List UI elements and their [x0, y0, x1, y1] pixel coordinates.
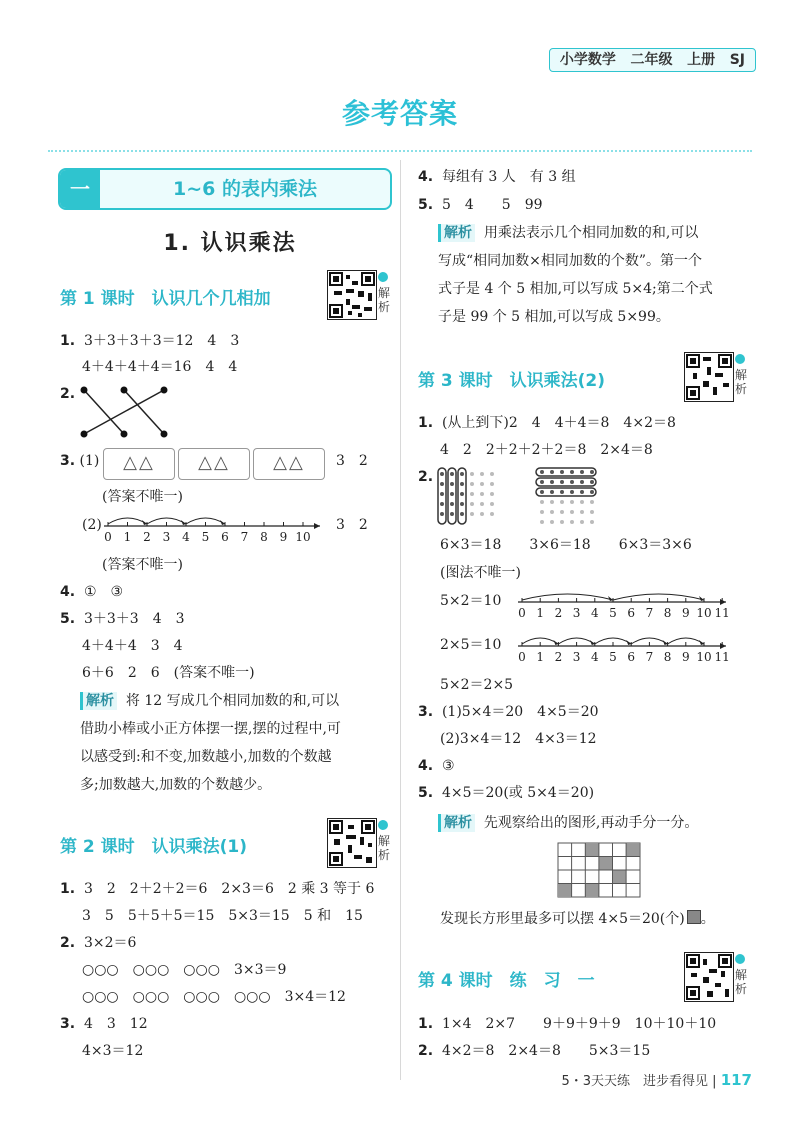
- l1-q3-note2: (答案不唯一): [102, 557, 183, 573]
- l3-q2-note: (图法不唯一): [440, 565, 521, 581]
- l3-q2-e3: 5×2＝2×5: [440, 677, 514, 693]
- l1-q4: 4. ① ③: [60, 584, 124, 600]
- l1-q3-num: 3. (1): [60, 453, 100, 469]
- l4-q1: 1. 1×4 2×7 9＋9＋9＋9 10＋10＋10: [418, 1016, 717, 1032]
- tick-label: 6: [221, 530, 229, 544]
- qr-code-icon[interactable]: [684, 952, 734, 1002]
- l1-q3-p2-ans: 3 2: [336, 517, 368, 533]
- l1-q5-c: 6＋6 2 6 (答案不唯一): [82, 665, 255, 681]
- analysis-tag: 解析: [80, 692, 117, 710]
- triangle-group-3: △△: [253, 448, 325, 480]
- tick-label: 5: [609, 650, 617, 664]
- qr-label: 解 析: [734, 368, 747, 396]
- play-dot-icon: [735, 954, 745, 964]
- tick-label: 0: [104, 530, 112, 544]
- l1-q3-note1: (答案不唯一): [102, 489, 183, 505]
- tick-label: 5: [201, 530, 210, 544]
- title-divider: [48, 150, 752, 152]
- l1-analysis-4: 多;加数越大,加数的个数越少。: [80, 777, 272, 793]
- footer-slogan: 5・3天天练 进步看得见 |: [561, 1074, 717, 1089]
- l2-q1-b: 3 5 5＋5＋5＝15 5×3＝15 5 和 15: [82, 908, 363, 924]
- matching-lines-diagram: [78, 384, 178, 440]
- qr-label: 解 析: [377, 286, 390, 314]
- hop-arc: [522, 594, 613, 600]
- l1-q3-p1-ans: 3 2: [336, 453, 368, 469]
- tick-label: 5: [609, 606, 617, 620]
- tick-label: 7: [240, 530, 249, 544]
- sticks-dot-array: [436, 466, 506, 528]
- tick-label: 10: [295, 530, 311, 544]
- tick-label: 9: [279, 530, 288, 544]
- tick-label: 4: [182, 530, 190, 544]
- l1-q1-b: 4＋4＋4＋4＝16 4 4: [82, 359, 238, 375]
- number-line-1: [104, 510, 324, 544]
- l3-q2-e1: 5×2＝10: [440, 593, 502, 609]
- hop-arc: [613, 594, 704, 600]
- rectangle-grid-figure: [557, 842, 641, 898]
- l1-q5-a: 5. 3＋3＋3 4 3: [60, 611, 185, 627]
- l4-q2: 2. 4×2＝8 2×4＝8 5×3＝15: [418, 1043, 651, 1059]
- l1-analysis-3: 以感受到:和不变,加数越小,加数的个数越: [80, 749, 332, 765]
- tick-label: 2: [143, 530, 151, 544]
- tick-label: 11: [714, 650, 730, 664]
- r-analysis-2: 写成“相同加数×相同加数的个数”。第一个: [438, 253, 703, 269]
- l3-q1-a: 1. (从上到下)2 4 4＋4＝8 4×2＝8: [418, 415, 676, 431]
- tick-label: 4: [590, 606, 599, 620]
- grade: 二年级: [630, 52, 673, 68]
- tick-label: 0: [518, 606, 526, 620]
- rows-dot-array: [534, 466, 600, 528]
- lesson-1-title: 第 1 课时 认识几个几相加: [60, 289, 271, 309]
- tick-label: 6: [627, 606, 636, 620]
- l1-q5-b: 4＋4＋4 3 4: [82, 638, 183, 654]
- r-analysis-4: 子是 99 个 5 相加,可以写成 5×99。: [438, 309, 670, 325]
- number-line-2: [518, 586, 730, 620]
- l2-q2-b: ○○○ ○○○ ○○○ 3×3＝9: [82, 962, 287, 978]
- tick-label: 9: [681, 606, 690, 620]
- analysis-tag: 解析: [438, 814, 475, 832]
- lesson-4-title: 第 4 课时 练 习 一: [418, 971, 595, 991]
- l2-q1-a: 1. 3 2 2＋2＋2＝6 2×3＝6 2 乘 3 等于 6: [60, 881, 375, 897]
- r-analysis-3: 式子是 4 个 5 相加,可以写成 5×4;第二个式: [438, 281, 713, 297]
- tick-label: 6: [627, 650, 636, 664]
- page-number: 117: [720, 1071, 752, 1089]
- l3-q1-b: 4 2 2＋2＋2＋2＝8 2×4＝8: [440, 442, 653, 458]
- l2-q3-a: 3. 4 3 12: [60, 1016, 148, 1032]
- l3-q2-num: 2.: [418, 469, 434, 485]
- l1-q3-p2: (2): [82, 517, 102, 533]
- book-info-tag: [549, 48, 756, 72]
- tick-label: 3: [572, 650, 581, 664]
- qr-code-icon[interactable]: [327, 818, 377, 868]
- qr-code-icon[interactable]: [684, 352, 734, 402]
- tick-label: 8: [663, 650, 672, 664]
- qr-label: 解 析: [377, 834, 390, 862]
- footer: [561, 1070, 752, 1089]
- l1-q2-num: 2.: [60, 386, 76, 402]
- unit-title: 1~6 的表内乘法: [173, 178, 317, 200]
- tick-label: 0: [518, 650, 526, 664]
- triangle-group-2: △△: [178, 448, 250, 480]
- tick-label: 11: [714, 606, 730, 620]
- r-q4: 4. 每组有 3 人 有 3 组: [418, 169, 576, 185]
- r-analysis-1: 解析 用乘法表示几个相同加数的和,可以: [438, 224, 698, 242]
- tick-label: 2: [554, 606, 563, 620]
- tick-label: 10: [696, 650, 712, 664]
- tick-label: 8: [260, 530, 268, 544]
- tick-label: 9: [681, 650, 690, 664]
- l1-analysis-2: 借助小棒或小正方体摆一摆,摆的过程中,可: [80, 721, 341, 737]
- l2-q2-c: ○○○ ○○○ ○○○ ○○○ 3×4＝12: [82, 989, 346, 1005]
- section-title: 1. 认识乘法: [163, 231, 297, 256]
- play-dot-icon: [378, 272, 388, 282]
- l3-q2-a: 6×3＝18 3×6＝18 6×3＝3×6: [440, 537, 692, 553]
- play-dot-icon: [735, 354, 745, 364]
- r-q5: 5. 5 4 5 99: [418, 197, 543, 213]
- tick-label: 7: [645, 606, 654, 620]
- analysis-tag: 解析: [438, 224, 475, 242]
- l2-q2-a: 2. 3×2＝6: [60, 935, 137, 951]
- lesson-2-title: 第 2 课时 认识乘法(1): [60, 837, 248, 857]
- page-title: 参考答案: [341, 97, 458, 130]
- l1-q1-a: 1. 3＋3＋3＋3＝12 4 3: [60, 333, 240, 349]
- triangle-group-1: △△: [103, 448, 175, 480]
- tick-label: 8: [663, 606, 672, 620]
- l2-q3-b: 4×3＝12: [82, 1043, 144, 1059]
- l1-analysis-1: 解析 将 12 写成几个相同加数的和,可以: [80, 692, 339, 710]
- qr-code-icon[interactable]: [327, 270, 377, 320]
- tick-label: 3: [162, 530, 171, 544]
- tick-label: 1: [536, 650, 545, 664]
- tick-label: 1: [536, 606, 545, 620]
- column-divider: [400, 160, 401, 1080]
- unit-number: 一: [60, 170, 100, 208]
- edition: SJ: [729, 52, 745, 68]
- play-dot-icon: [378, 820, 388, 830]
- term: 上册: [687, 52, 716, 68]
- tick-label: 4: [590, 650, 599, 664]
- l3-q3-b: (2)3×4＝12 4×3＝12: [440, 731, 597, 747]
- l3-q4: 4. ③: [418, 758, 455, 774]
- qr-label: 解 析: [734, 968, 747, 996]
- l3-q3-a: 3. (1)5×4＝20 4×5＝20: [418, 704, 599, 720]
- subject: 小学数学: [559, 52, 616, 68]
- l3-q5: 5. 4×5＝20(或 5×4＝20): [418, 785, 595, 801]
- l3-q2-e2: 2×5＝10: [440, 637, 502, 653]
- unit-banner: [58, 168, 392, 210]
- lesson-3-title: 第 3 课时 认识乘法(2): [418, 371, 606, 391]
- square-icon: [687, 910, 701, 924]
- tick-label: 10: [696, 606, 712, 620]
- l3-conclusion: 发现长方形里最多可以摆 4×5＝20(个) 。: [440, 911, 715, 927]
- tick-label: 3: [572, 606, 581, 620]
- l3-analysis: 解析 先观察给出的图形,再动手分一分。: [438, 814, 698, 832]
- tick-label: 1: [123, 530, 132, 544]
- number-line-3: [518, 630, 730, 664]
- tick-label: 7: [645, 650, 654, 664]
- tick-label: 2: [554, 650, 563, 664]
